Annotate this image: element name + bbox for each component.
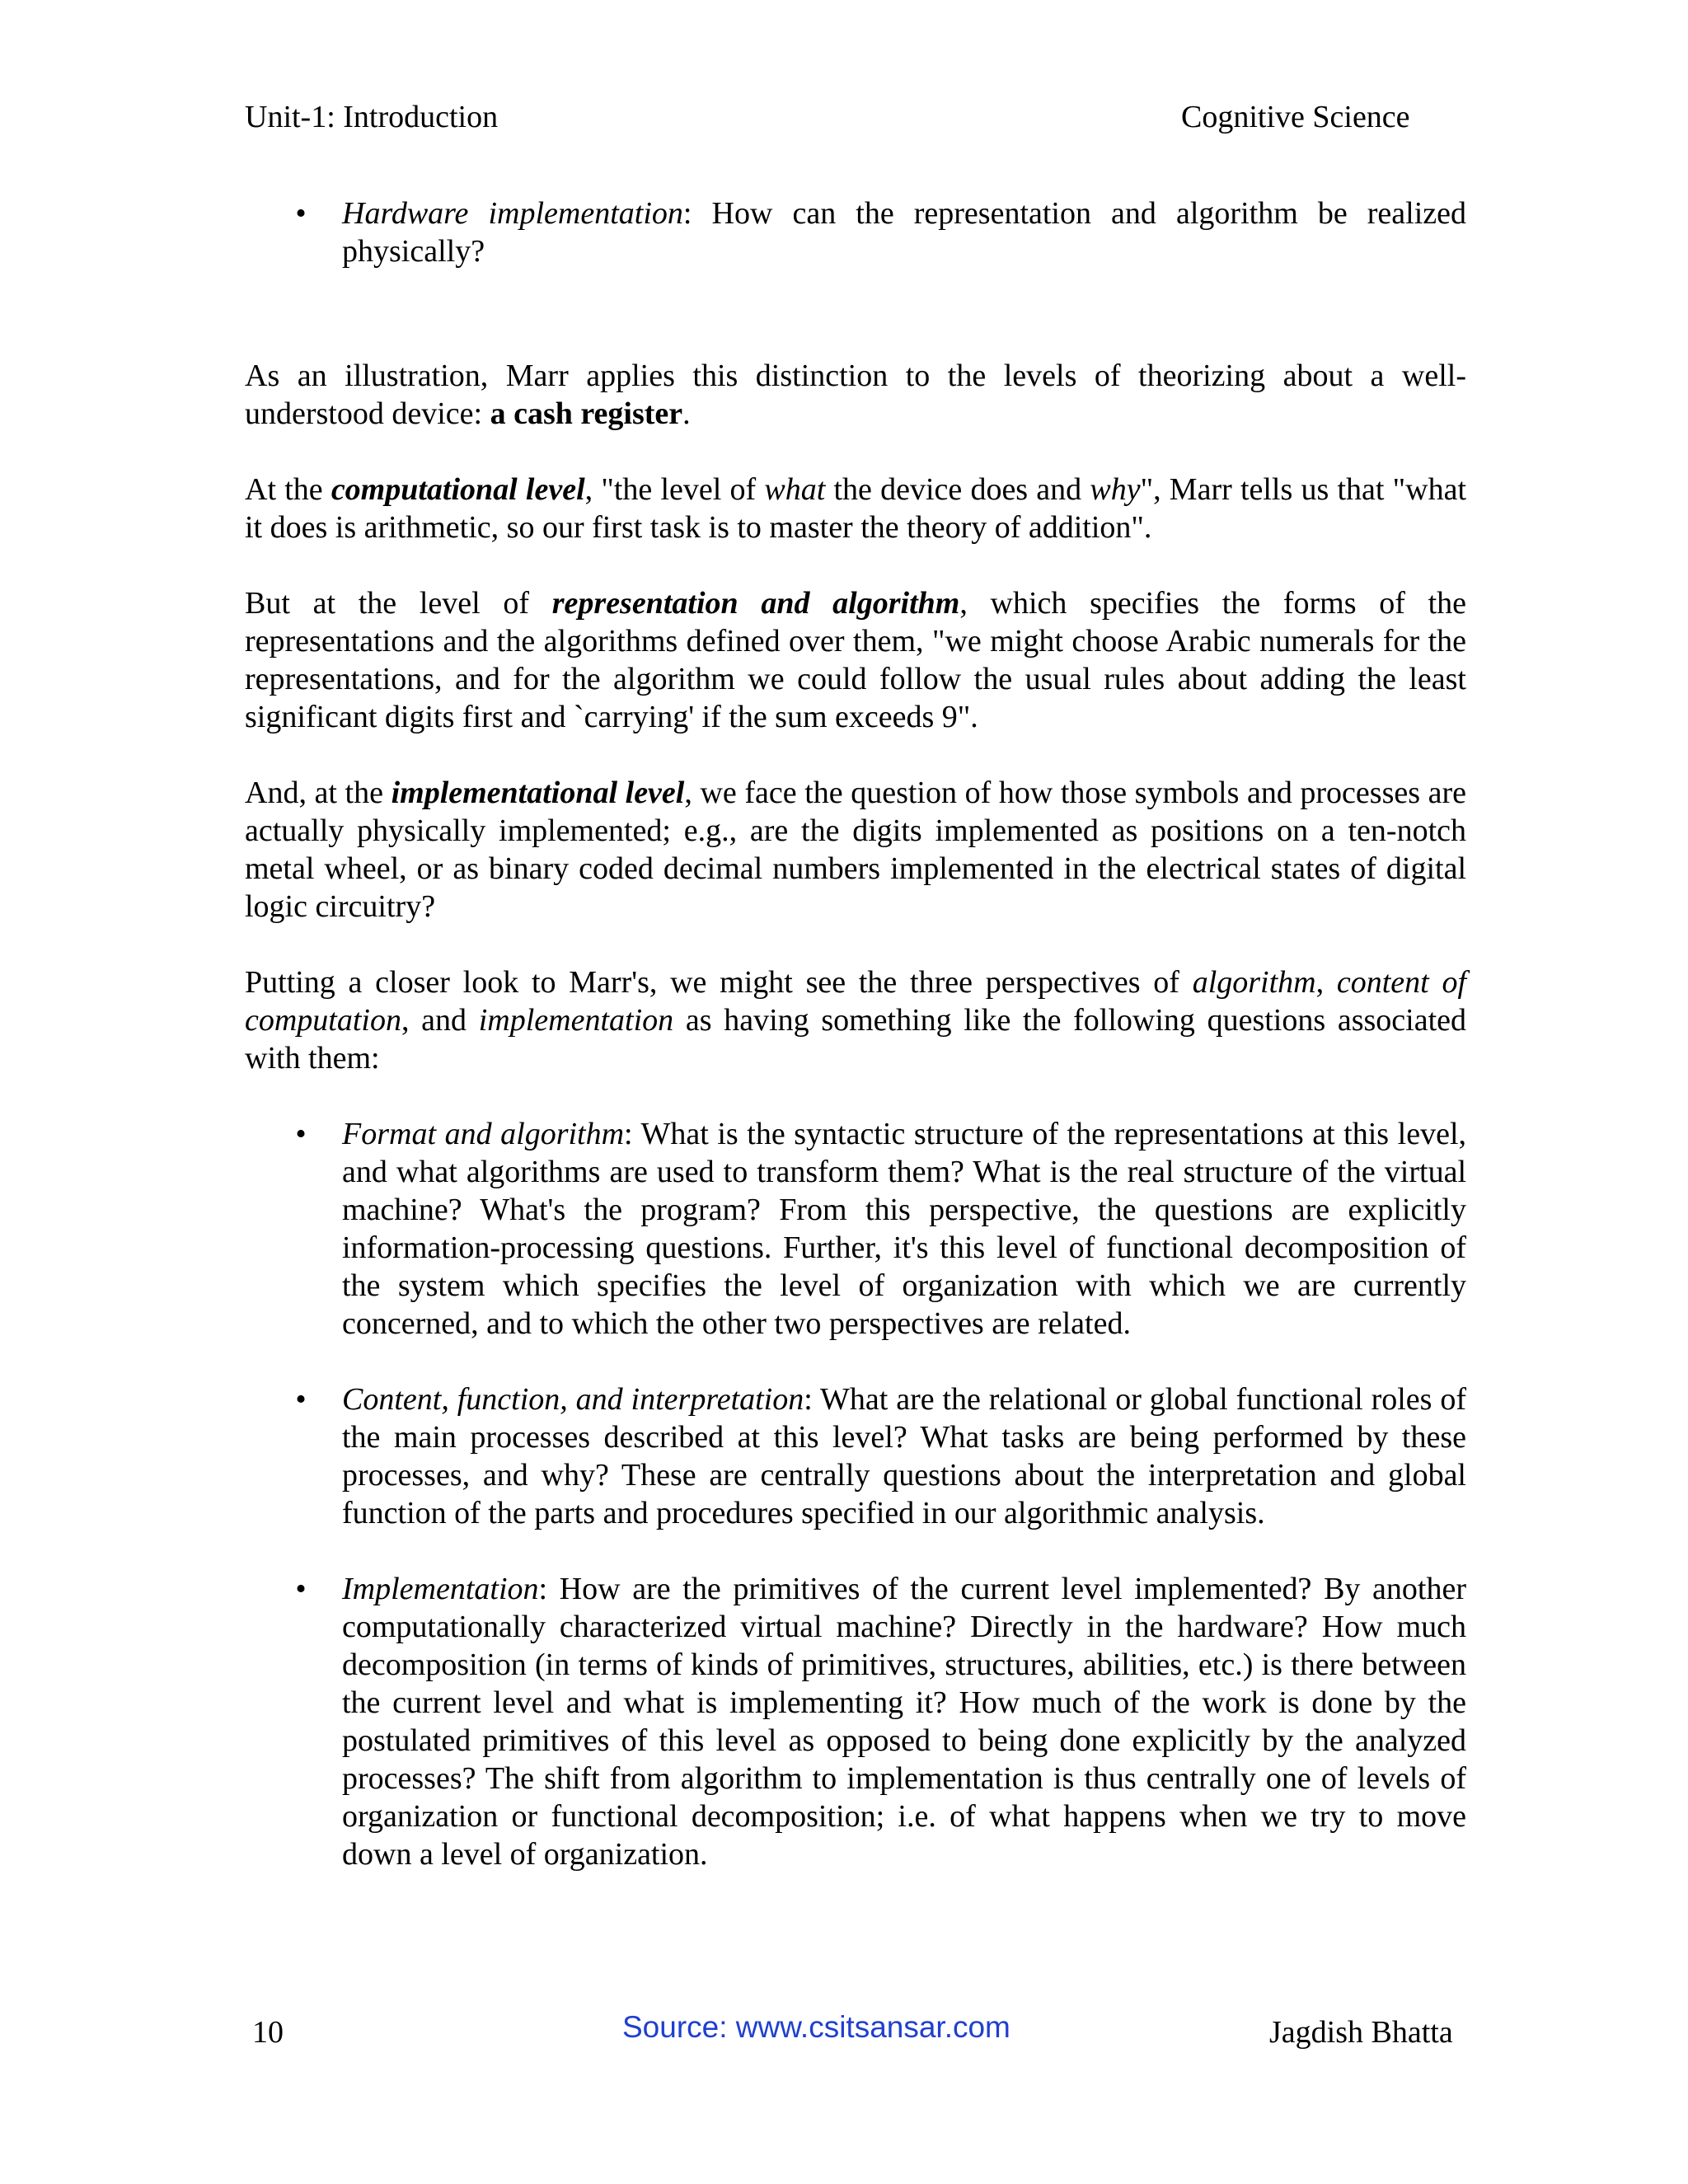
hardware-bullet-list: [245, 194, 1466, 270]
emphasis-italic: content of computation: [245, 965, 1467, 1038]
paragraph-text: , which specifies the forms of the representations and the algorithms defined over them, "we might choose Arabic numerals for the representations, and for the algorithm we could follow the usual rules about adding the least significant digits first and `carrying' if the sum exceeds 9".: [245, 586, 1466, 734]
bullet-term: Hardware implementation: [342, 196, 683, 231]
list-item: [245, 1115, 1466, 1343]
emphasis-bold: a cash register: [490, 396, 683, 431]
emphasis-italic: algorithm: [1192, 965, 1316, 1000]
paragraph-text: Putting a closer look to Marr's, we might see the three perspectives of: [245, 965, 1193, 1000]
bullet-text: : How are the primitives of the current level implemented? By another computationally characterized virtual machine? Directly in the hardware? How much decomposition (in terms of kinds of primitives, structures, abilities, etc.) is there between the current level and what is implementing it? How much of the work is done by the postulated primitives of this level as opposed to being done explicitly by the analyzed processes? The shift from algorithm to implementation is thus centrally one of levels of organization or functional decomposition; i.e. of what happens when we try to move down a level of organization.: [342, 1572, 1466, 1872]
paragraph-text: as having something like the following questions associated with them:: [245, 1003, 1467, 1076]
perspectives-bullet-list: [245, 1115, 1466, 1873]
paragraph-text: ,: [1315, 965, 1337, 1000]
page-number: 10: [252, 2015, 284, 2050]
paragraph-text: , we face the question of how those symbols and processes are actually physically implemented; e.g., are the digits implemented as positions on a ten-notch metal wheel, or as binary coded decimal numbers implemented in the electrical states of digital logic circuitry?: [245, 776, 1467, 924]
header-unit-title: Unit-1: Introduction: [245, 100, 499, 134]
paragraph-representation-algorithm: [245, 584, 1466, 736]
paragraph-text: As an illustration, Marr applies this distinction to the levels of theorizing about a well-understood device:: [245, 359, 1466, 431]
paragraph-text: the device does and: [825, 472, 1090, 507]
emphasis-term: implementational level: [391, 776, 685, 810]
paragraph-text: , "the level of: [584, 472, 765, 507]
bullet-icon: •: [295, 196, 307, 231]
list-item: [245, 1380, 1466, 1532]
bullet-icon: •: [295, 1572, 307, 1606]
source-link[interactable]: Source: www.csitsansar.com: [622, 2010, 1010, 2044]
paragraph-text: At the: [245, 472, 331, 507]
paragraph-text: , and: [401, 1003, 479, 1038]
paragraph-text: ", Marr tells us that "what it does is arithmetic, so our first task is to master the theory of addition".: [245, 472, 1466, 545]
emphasis-italic: why: [1090, 472, 1141, 507]
bullet-term: Content, function, and interpretation: [342, 1382, 804, 1417]
paragraph-text: But at the level of: [245, 586, 552, 621]
emphasis-term: computational level: [331, 472, 585, 507]
list-item: [245, 1570, 1466, 1873]
paragraph-text: And, at the: [245, 776, 392, 810]
emphasis-term: representation and algorithm: [551, 586, 960, 621]
paragraph-illustration: [245, 357, 1466, 433]
bullet-text: : How can the representation and algorithm be realized physically?: [342, 196, 1466, 269]
page-body: [245, 194, 1466, 1873]
bullet-text: : What is the syntactic structure of the representations at this level, and what algorithms are used to transform them? What is the real structure of the virtual machine? What's the program? From this perspective, the questions are explicitly information-processing questions. Further, it's this level of functional decomposition of the system which specifies the level of organization with which we are currently concerned, and to which the other two perspectives are related.: [342, 1117, 1466, 1341]
emphasis-italic: implementation: [478, 1003, 674, 1038]
author-name: Jagdish Bhatta: [1269, 2015, 1453, 2050]
paragraph-computational-level: [245, 471, 1466, 546]
bullet-text: : What are the relational or global functional roles of the main processes described at this level? What tasks are being performed by these processes, and why? These are centrally questions about the interpretation and global function of the parts and procedures specified in our algorithmic analysis.: [342, 1382, 1466, 1530]
paragraph-perspectives: [245, 963, 1466, 1077]
list-item: [245, 194, 1466, 270]
paragraph-text: .: [682, 396, 691, 431]
bullet-icon: •: [295, 1117, 307, 1151]
emphasis-italic: what: [764, 472, 826, 507]
header-course-title: Cognitive Science: [1181, 100, 1410, 134]
bullet-term: Implementation: [342, 1572, 539, 1606]
paragraph-implementational-level: [245, 774, 1466, 926]
bullet-icon: •: [295, 1382, 307, 1417]
bullet-term: Format and algorithm: [342, 1117, 625, 1151]
